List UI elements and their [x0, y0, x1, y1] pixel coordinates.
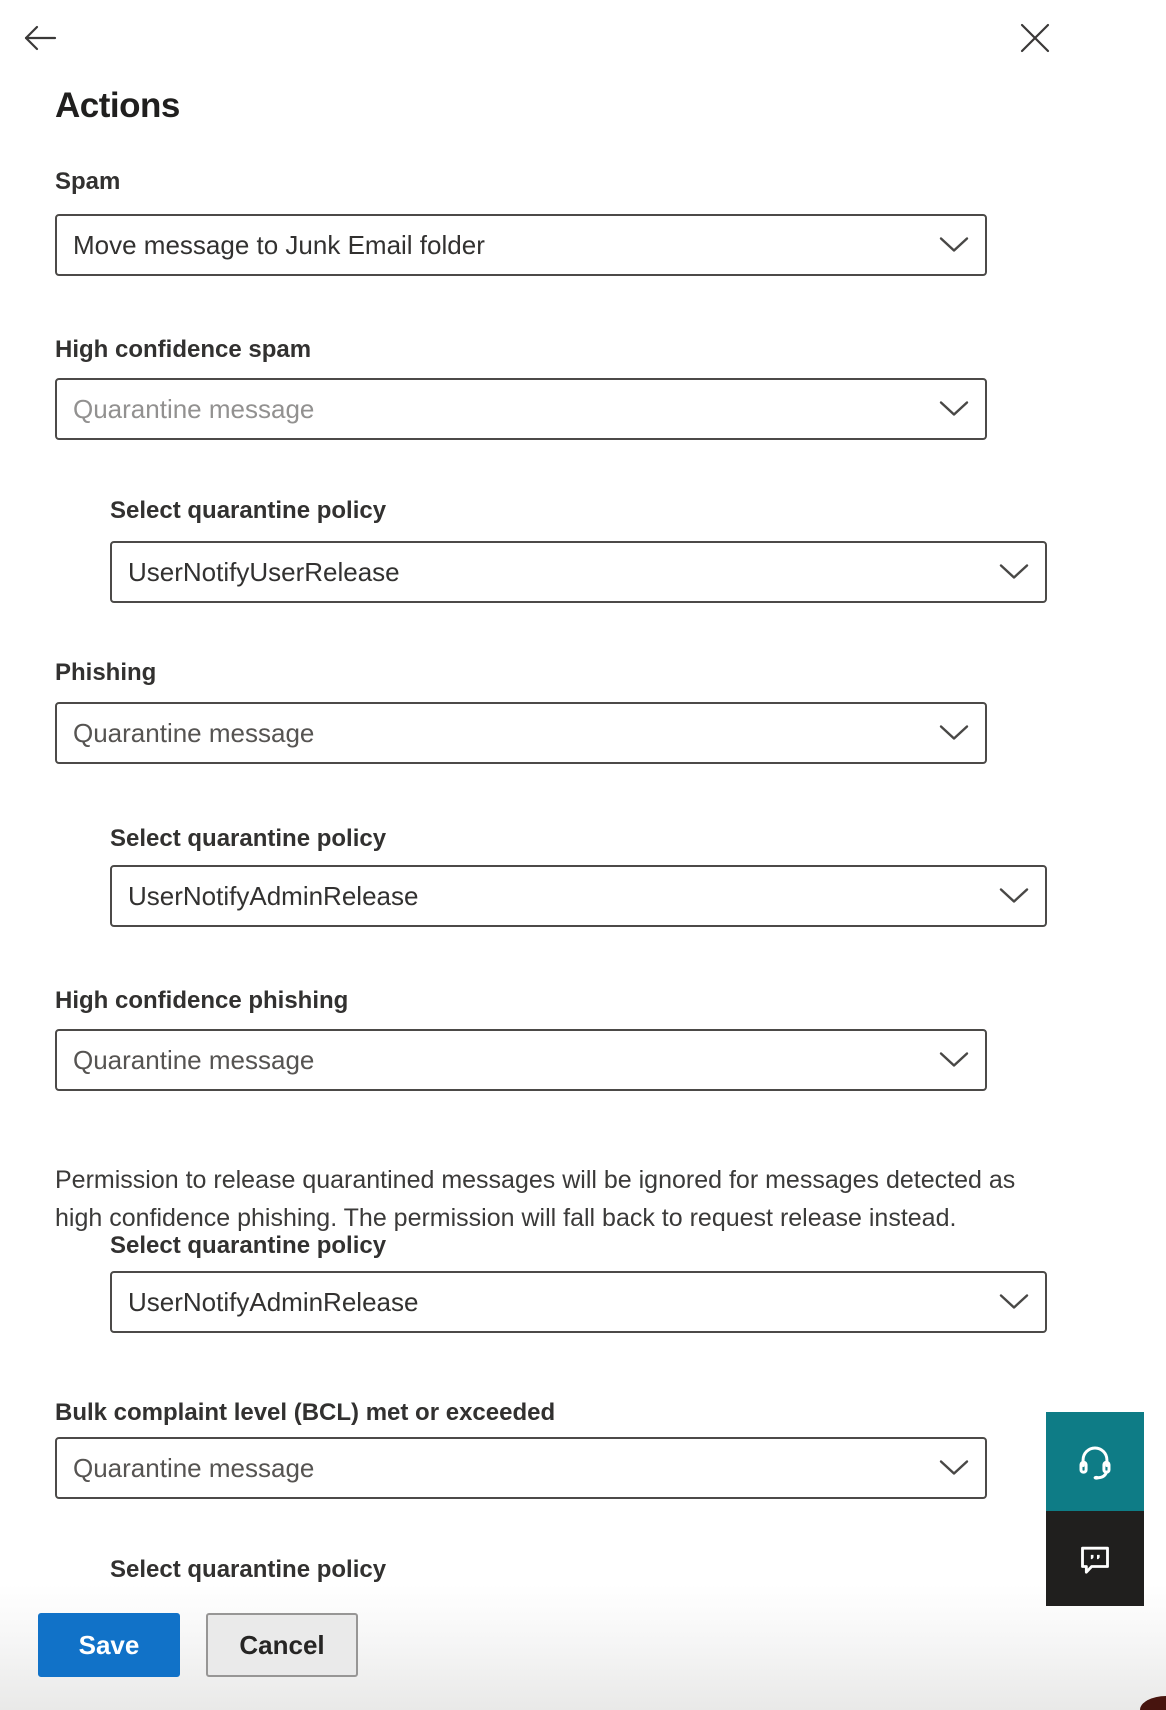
- bcl-quarantine-policy-label: Select quarantine policy: [110, 1556, 387, 1583]
- hcp-permission-note: Permission to release quarantined messages will be ignored for messages detected as high confidence phishing. The permission will fall back to request release instead.: [55, 1166, 1016, 1232]
- chevron-down-icon: [999, 564, 1029, 581]
- spam-action-value: Move message to Junk Email folder: [73, 229, 485, 260]
- save-button[interactable]: Save: [38, 1613, 180, 1677]
- hcp-quarantine-policy-label: Select quarantine policy: [110, 1232, 387, 1259]
- high-confidence-spam-action-value: Quarantine message: [73, 393, 315, 424]
- phishing-quarantine-policy-select[interactable]: [110, 865, 1047, 927]
- hcp-quarantine-policy-value: UserNotifyAdminRelease: [128, 1286, 419, 1317]
- bcl-action-value: Quarantine message: [73, 1452, 315, 1483]
- bcl-label: Bulk complaint level (BCL) met or exceeded: [55, 1399, 556, 1426]
- high-confidence-phishing-action-value: Quarantine message: [73, 1044, 315, 1075]
- hcs-quarantine-policy-select[interactable]: [110, 541, 1047, 603]
- high-confidence-phishing-label: High confidence phishing: [55, 987, 349, 1014]
- feedback-button[interactable]: [1046, 1511, 1144, 1606]
- spam-action-select[interactable]: [55, 214, 987, 276]
- footer-bar: [0, 1585, 1166, 1710]
- bcl-action-select[interactable]: [55, 1437, 987, 1499]
- cancel-button[interactable]: Cancel: [206, 1613, 358, 1677]
- page-title: Actions: [55, 86, 180, 125]
- headset-icon: [1074, 1441, 1116, 1483]
- chevron-down-icon: [939, 1460, 969, 1477]
- back-button[interactable]: [22, 22, 58, 54]
- phishing-label: Phishing: [55, 659, 157, 686]
- chevron-down-icon: [939, 237, 969, 254]
- high-confidence-spam-label: High confidence spam: [55, 336, 312, 363]
- hcs-quarantine-policy-label: Select quarantine policy: [110, 497, 387, 524]
- chevron-down-icon: [999, 888, 1029, 905]
- phishing-action-select[interactable]: [55, 702, 987, 764]
- close-icon: [1019, 23, 1051, 53]
- phishing-action-value: Quarantine message: [73, 717, 315, 748]
- spam-label: Spam: [55, 168, 121, 195]
- close-button[interactable]: [1018, 22, 1052, 54]
- scroll-clip-region: [0, 1540, 1166, 1588]
- chevron-down-icon: [939, 725, 969, 742]
- arrow-left-icon: [22, 22, 58, 54]
- hcs-quarantine-policy-value: UserNotifyUserRelease: [128, 556, 400, 587]
- chevron-down-icon: [999, 1294, 1029, 1311]
- high-confidence-phishing-action-select[interactable]: [55, 1029, 987, 1091]
- chevron-down-icon: [939, 401, 969, 418]
- chevron-down-icon: [939, 1052, 969, 1069]
- hcp-quarantine-policy-select[interactable]: [110, 1271, 1047, 1333]
- phishing-quarantine-policy-label: Select quarantine policy: [110, 825, 387, 852]
- chat-icon: [1075, 1539, 1115, 1579]
- help-button[interactable]: [1046, 1412, 1144, 1511]
- phishing-quarantine-policy-value: UserNotifyAdminRelease: [128, 880, 419, 911]
- high-confidence-spam-action-select[interactable]: [55, 378, 987, 440]
